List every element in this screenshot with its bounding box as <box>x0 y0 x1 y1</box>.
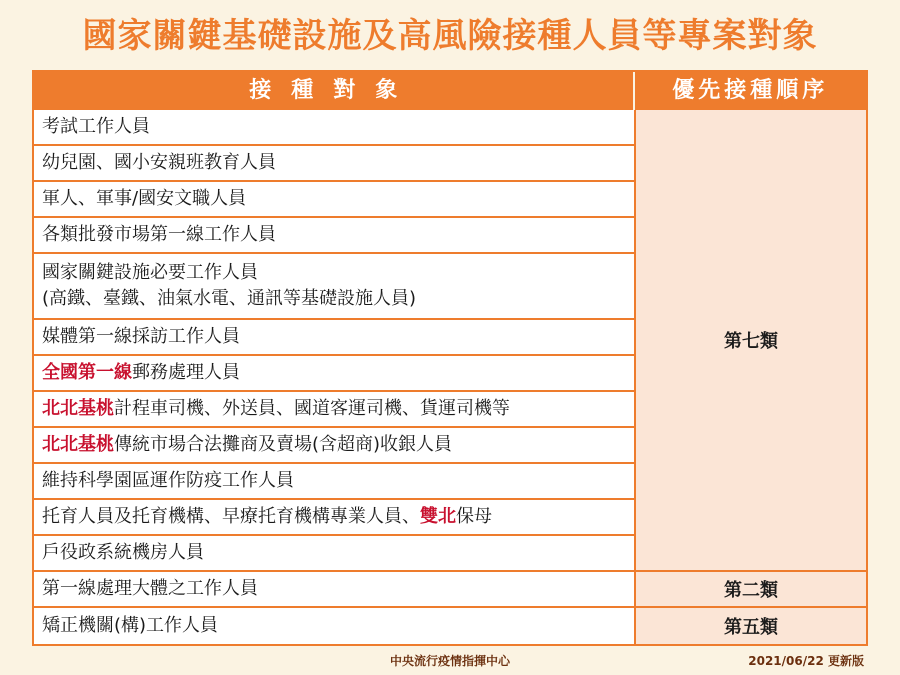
row-text-segment: 考試工作人員 <box>42 116 150 137</box>
table-row <box>34 464 634 500</box>
row-text <box>42 186 626 212</box>
row-text-segment: 計程車司機、外送員、國道客運司機、貨運司機等 <box>114 398 510 419</box>
row-text <box>42 576 626 602</box>
row-text <box>42 260 626 286</box>
table-body <box>34 110 866 644</box>
row-text-segment: 媒體第一線採訪工作人員 <box>42 326 240 347</box>
row-text-segment: 保母 <box>456 506 492 527</box>
page-title: 國家關鍵基礎設施及高風險接種人員等專案對象 <box>82 16 818 56</box>
row-text-segment: 維持科學園區運作防疫工作人員 <box>42 470 294 491</box>
priority-cell: 第七類 <box>634 110 866 572</box>
table-header <box>34 72 866 110</box>
priority-cell: 第五類 <box>634 608 866 644</box>
row-text-segment: 矯正機關(構)工作人員 <box>42 615 219 636</box>
footer-updated: 2021/06/22 更新版 <box>748 654 864 668</box>
table-row <box>34 428 634 464</box>
table-row <box>34 182 634 218</box>
table-row <box>34 608 634 644</box>
table-row <box>34 536 634 572</box>
row-text-segment: 國家關鍵設施必要工作人員 <box>42 262 258 283</box>
row-text <box>42 504 626 530</box>
highlight-text: 北北基桃 <box>42 434 114 455</box>
row-text-segment: 傳統市場合法攤商及賣場(含超商)收銀人員 <box>114 434 453 455</box>
row-text <box>42 222 626 248</box>
highlight-text: 北北基桃 <box>42 398 114 419</box>
table-row <box>34 320 634 356</box>
table-row <box>34 146 634 182</box>
row-text-segment: 幼兒園、國小安親班教育人員 <box>42 152 276 173</box>
row-text-segment: 各類批發市場第一線工作人員 <box>42 224 276 245</box>
row-text-segment: 第一線處理大體之工作人員 <box>42 578 258 599</box>
table-row <box>34 356 634 392</box>
row-text <box>42 613 626 639</box>
table-row <box>34 110 634 146</box>
target-table <box>32 70 868 646</box>
row-text <box>42 432 626 458</box>
footer-source: 中央流行疫情指揮中心 <box>389 654 510 668</box>
row-text <box>42 396 626 422</box>
priority-cell: 第二類 <box>634 572 866 608</box>
table-row <box>34 218 634 254</box>
header-target: 接種對象 <box>249 78 418 103</box>
row-text <box>42 360 626 386</box>
priority-column <box>634 110 866 644</box>
row-text <box>42 324 626 350</box>
highlight-text: 全國第一線 <box>42 362 132 383</box>
highlight-text: 雙北 <box>420 506 456 527</box>
row-text <box>42 468 626 494</box>
row-text <box>42 114 626 140</box>
target-column <box>34 110 634 644</box>
table-row <box>34 392 634 428</box>
row-text <box>42 540 626 566</box>
row-text-segment: 郵務處理人員 <box>132 362 240 383</box>
header-priority: 優先接種順序 <box>633 72 866 110</box>
row-text-segment: 戶役政系統機房人員 <box>42 542 204 563</box>
table-row <box>34 500 634 536</box>
row-text-line2: (高鐵、臺鐵、油氣水電、通訊等基礎設施人員) <box>42 288 417 309</box>
row-text-segment: 軍人、軍事/國安文職人員 <box>42 188 247 209</box>
table-row <box>34 254 634 320</box>
row-text-segment: 托育人員及托育機構、早療托育機構專業人員、 <box>42 506 420 527</box>
row-text <box>42 150 626 176</box>
table-row <box>34 572 634 608</box>
